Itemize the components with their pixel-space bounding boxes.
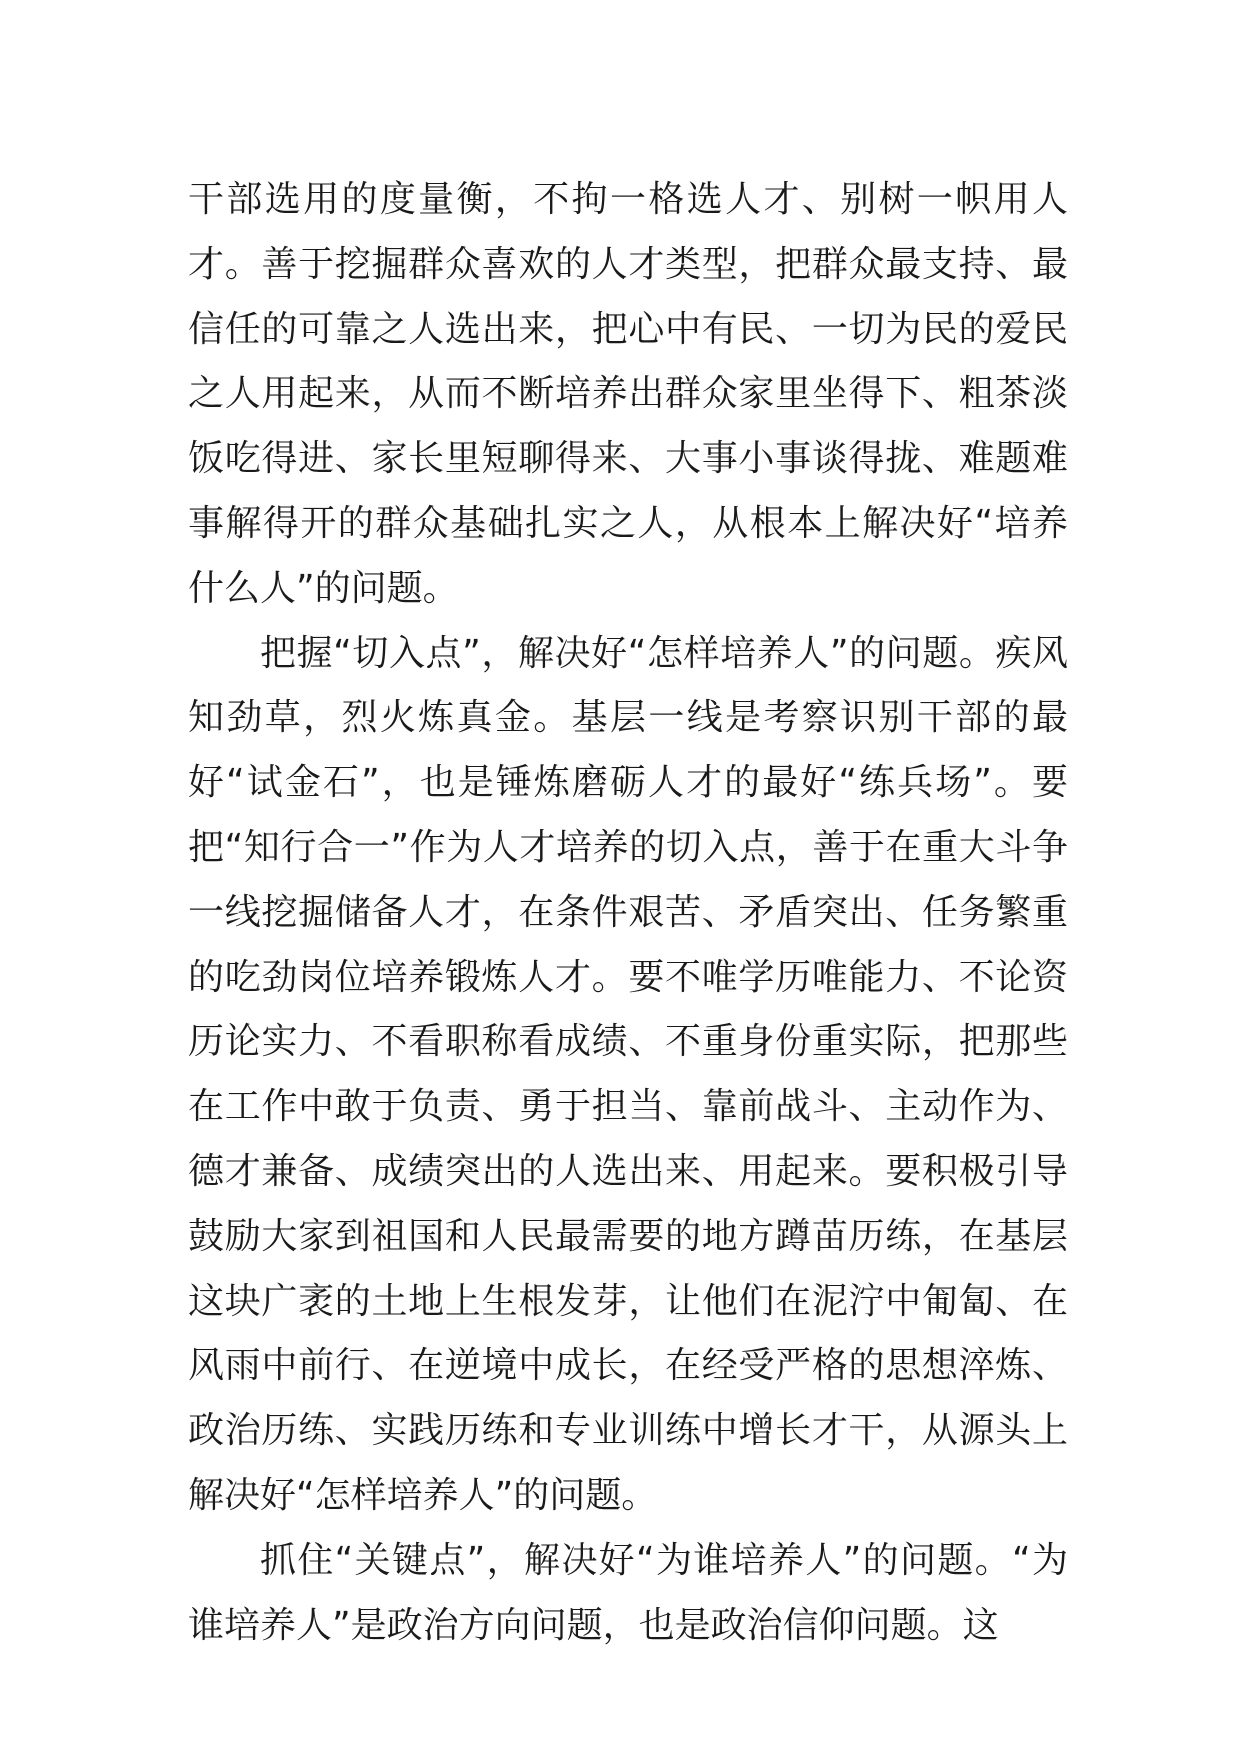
paragraph-key-point: 抓住“关键点”，解决好“为谁培养人”的问题。“为谁培养人”是政治方向问题，也是政治信仰问题。这 [188, 1539, 1068, 1646]
paragraph-entry-point: 把握“切入点”，解决好“怎样培养人”的问题。疾风知劲草，烈火炼真金。基层一线是考察识别干部的最好“试金石”，也是锤炼磨砺人才的最好“练兵场”。要把“知行合一”作为人才培养的切入点，善于在重大斗争一线挖掘储备人才，在条件艰苦、矛盾突出、任务繁重的吃劲岗位培养锻炼人才。要不唯学历唯能力、不论资历论实力、不看职称看成绩、不重身份重实际，把那些在工作中敢于负责、勇于担当、靠前战斗、主动作为、德才兼备、成绩突出的人选出来、用起来。要积极引导鼓励大家到祖国和人民最需要的地方蹲苗历练，在基层这块广袤的土地上生根发芽，让他们在泥泞中匍匐、在风雨中前行、在逆境中成长，在经受严格的思想淬炼、政治历练、实践历练和专业训练中增长才干，从源头上解决好“怎样培养人”的问题。 [188, 632, 1068, 1516]
body-text [188, 168, 1068, 1658]
paragraph-continued: 干部选用的度量衡，不拘一格选人才、别树一帜用人才。善于挖掘群众喜欢的人才类型，把群众最支持、最信任的可靠之人选出来，把心中有民、一切为民的爱民之人用起来，从而不断培养出群众家里坐得下、粗茶淡饭吃得进、家长里短聊得来、大事小事谈得拢、难题难事解得开的群众基础扎实之人，从根本上解决好“培养什么人”的问题。 [188, 179, 1068, 609]
